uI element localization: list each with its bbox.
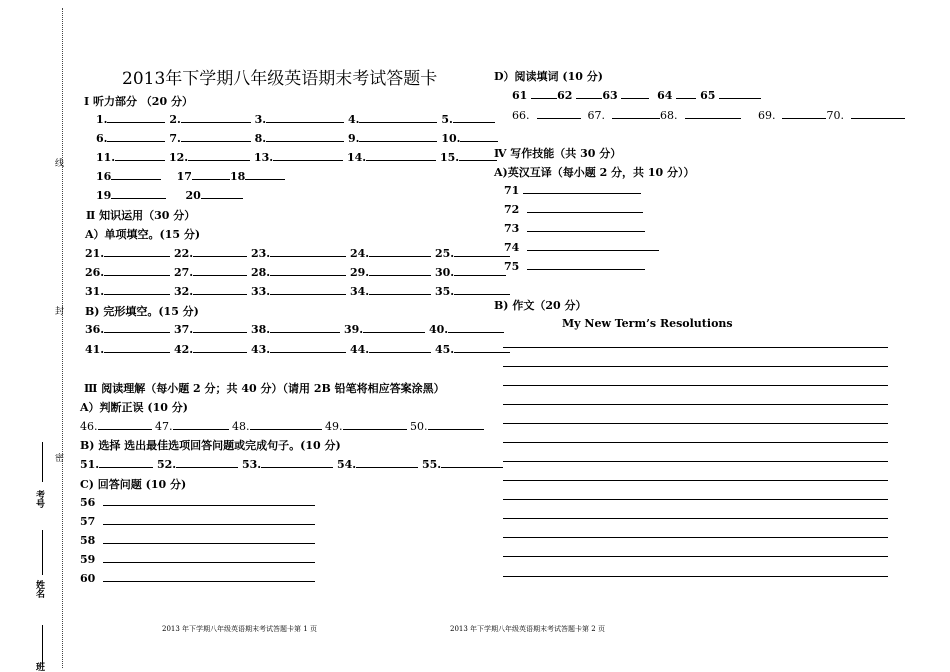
answer-line-59: 59 xyxy=(80,552,315,566)
answer-line-58: 58 xyxy=(80,533,315,547)
section-listening: Ⅰ 听力部分 （20 分） xyxy=(84,95,193,108)
reading-b-label: B) 选择 选出最佳选项回答问题或完成句子。(10 分) xyxy=(80,439,341,452)
page-title: 2013年下学期八年级英语期末考试答题卡 xyxy=(122,69,438,89)
footer-page-1: 2013 年下学期八年级英语期末考试答题卡第 1 页 xyxy=(162,625,317,633)
margin-mi: 密 xyxy=(53,453,63,462)
listening-row-3: 11. 12. 13. 14. 15. xyxy=(96,150,497,164)
reading-row-2: 51. 52. 53. 54. 55. xyxy=(80,457,503,471)
knowledge-a-label: A）单项填空。(15 分) xyxy=(85,228,201,241)
translate-line-72: 72 xyxy=(504,202,643,216)
translate-line-75: 75 xyxy=(504,259,645,273)
listening-row-2: 6. 7. 8. 9. 10. xyxy=(96,131,498,145)
translate-line-73: 73 xyxy=(504,221,645,235)
knowledge-row-4: 36. 37. 38. 39. 40. xyxy=(85,322,504,336)
knowledge-row-1: 21. 22. 23. 24. 25. xyxy=(85,246,510,260)
footer-page-2: 2013 年下学期八年级英语期末考试答题卡第 2 页 xyxy=(450,625,605,633)
listening-row-5: 19 20 xyxy=(96,188,243,202)
writing-b-label: B) 作文（20 分） xyxy=(494,299,587,312)
reading-d-row-1: 61 62 63 64 65 xyxy=(512,88,761,102)
margin-xian: 线 xyxy=(53,158,63,167)
essay-line xyxy=(503,423,888,424)
margin-xingming: 姓名 xyxy=(34,580,44,598)
reading-a-label: A）判断正误 (10 分) xyxy=(80,401,188,414)
answer-line-56: 56 xyxy=(80,495,315,509)
binding-dotted-line xyxy=(62,8,63,668)
listening-row-1: 1. 2. 3. 4. 5. xyxy=(96,112,495,126)
reading-row-1: 46. 47. 48. 49. 50. xyxy=(80,419,484,433)
essay-line xyxy=(503,404,888,405)
margin-kaohao: 考号 xyxy=(34,490,44,508)
knowledge-row-3: 31. 32. 33. 34. 35. xyxy=(85,284,510,298)
essay-line xyxy=(503,518,888,519)
margin-feng: 封 xyxy=(53,306,63,315)
essay-line xyxy=(503,499,888,500)
kaohao-line xyxy=(42,442,43,482)
essay-line xyxy=(503,347,888,348)
knowledge-b-label: B) 完形填空。(15 分) xyxy=(85,305,199,318)
essay-title: My New Term’s Resolutions xyxy=(562,317,733,330)
essay-line xyxy=(503,442,888,443)
translate-line-71: 71 xyxy=(504,183,641,197)
banji-line xyxy=(42,625,43,665)
knowledge-row-2: 26. 27. 28. 29. 30. xyxy=(85,265,506,279)
reading-d-row-2: 66. 67. 68. 69. 70. xyxy=(512,108,905,122)
writing-a-label: A)英汉互译（每小题 2 分，共 10 分）） xyxy=(494,166,695,179)
section-writing: Ⅳ 写作技能（共 30 分） xyxy=(494,147,622,160)
essay-line xyxy=(503,576,888,577)
listening-row-4: 16 17 18 xyxy=(96,169,285,183)
essay-line xyxy=(503,556,888,557)
knowledge-row-5: 41. 42. 43. 44. 45. xyxy=(85,342,510,356)
essay-line xyxy=(503,461,888,462)
answer-line-57: 57 xyxy=(80,514,315,528)
section-knowledge: Ⅱ 知识运用（30 分） xyxy=(86,209,196,222)
reading-d-label: D）阅读填词 (10 分) xyxy=(494,70,603,83)
answer-line-60: 60 xyxy=(80,571,315,585)
reading-c-label: C) 回答问题 (10 分) xyxy=(80,478,187,491)
margin-banji: 班 xyxy=(34,662,44,671)
section-reading: Ⅲ 阅读理解（每小题 2 分；共 40 分）（请用 2B 铅笔将相应答案涂黑） xyxy=(84,382,445,395)
translate-line-74: 74 xyxy=(504,240,659,254)
essay-line xyxy=(503,480,888,481)
essay-line xyxy=(503,385,888,386)
essay-line xyxy=(503,537,888,538)
xingming-line xyxy=(42,530,43,575)
essay-line xyxy=(503,366,888,367)
